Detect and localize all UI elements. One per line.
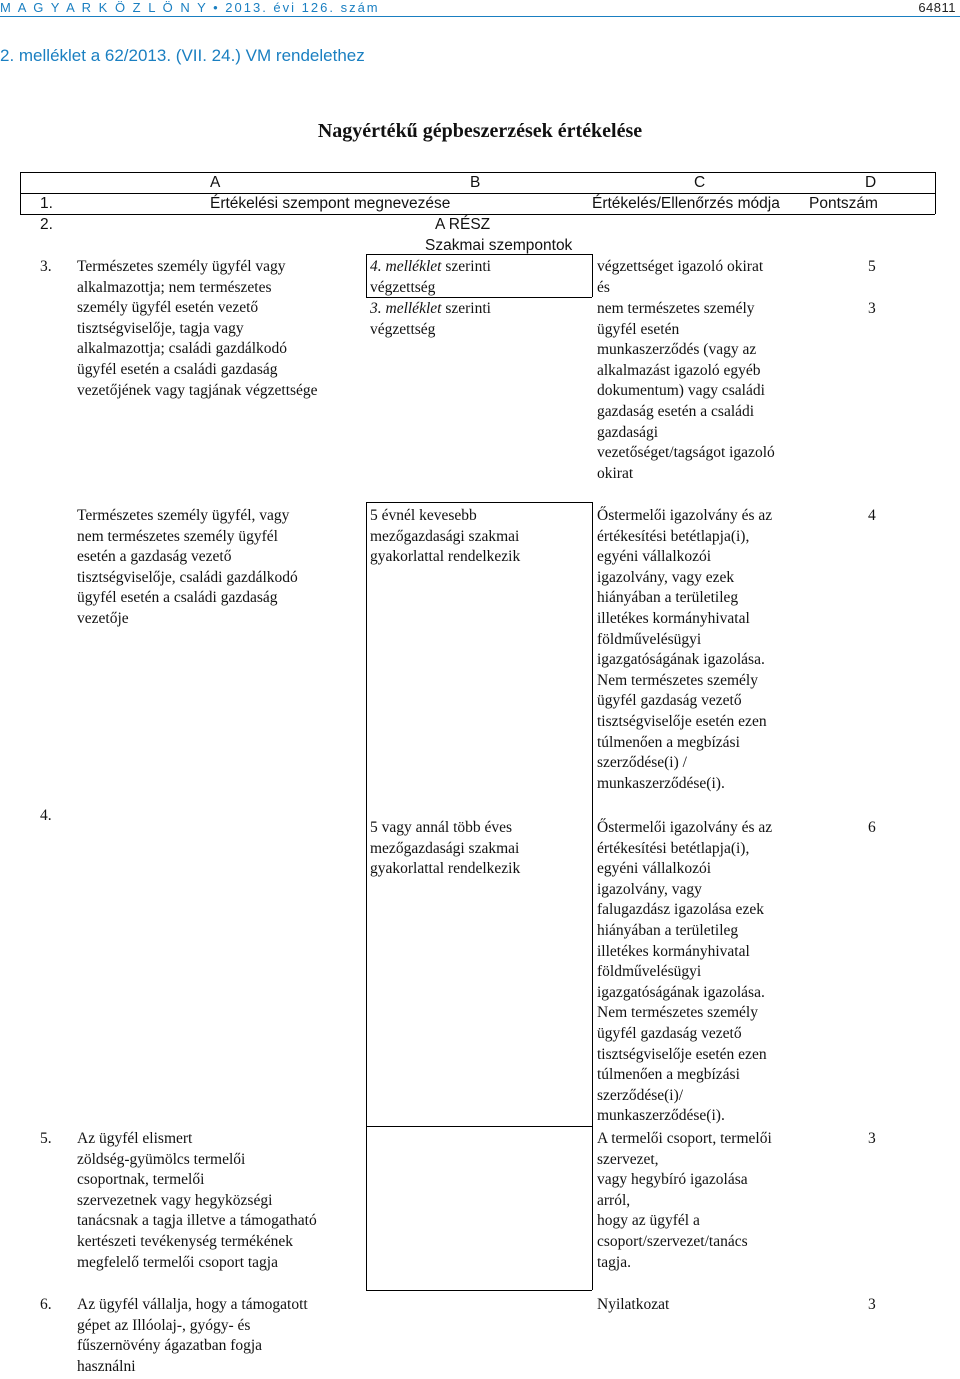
journal-name: M A G Y A R K Ö Z L Ö N Y • 2013. évi 126. szám <box>0 0 380 15</box>
row1-method: Értékelés/Ellenőrzés módja <box>592 195 780 212</box>
row3-c1: végzettséget igazoló okirat és <box>597 258 764 296</box>
row3-criterion: Természetes személy ügyfél vagy alkalmazottja; nem természetes személy ügyfél esetén vezető tisztségviselője, tagja vagy alkalmazottja; családi gazdálkodó ügyfél esetén a családi gazdaság vezetőjének vagy tagjának végzettsége <box>77 258 318 399</box>
row2-number: 2. <box>40 216 53 233</box>
row4-b1: 5 évnél kevesebb mezőgazdasági szakmai gyakorlattal rendelkezik <box>370 507 521 566</box>
row6-method: Nyilatkozat <box>597 1296 670 1313</box>
row3-d1: 5 <box>868 258 876 275</box>
column-a-header: A <box>210 174 221 191</box>
column-d-header: D <box>865 174 877 191</box>
header-rule <box>0 16 960 17</box>
row5-number: 5. <box>40 1130 52 1147</box>
row6-points: 3 <box>868 1296 876 1313</box>
row3-number: 3. <box>40 258 52 275</box>
row6-criterion: Az ügyfél vállalja, hogy a támogatott gépet az Illóolaj-, gyógy- és fűszernövény ágazatban fogja használni <box>77 1296 308 1375</box>
row4-number: 4. <box>40 807 52 824</box>
row5-criterion: Az ügyfél elismert zöldség-gyümölcs termelői csoportnak, termelői szervezetnek vagy hegyközségi tanácsnak a tagja illetve a támogatható kertészeti tevékenység termékének megfelelő termelői csoport tagja <box>77 1130 317 1271</box>
row1-points: Pontszám <box>809 195 878 212</box>
row1-criterion: Értékelési szempont megnevezése <box>210 195 451 212</box>
row5-points: 3 <box>868 1130 876 1147</box>
row4-criterion: Természetes személy ügyfél, vagy nem természetes személy ügyfél esetén a gazdaság vezető tisztségviselője, családi gazdálkodó ügyfél esetén a családi gazdaság vezetője <box>77 507 298 627</box>
row3-c2: nem természetes személy ügyfél esetén munkaszerződés (vagy az alkalmazást igazoló egyéb dokumentum) vagy családi gazdaság esetén a családi gazdasági vezetőséget/tagságot igazoló okirat <box>597 300 775 482</box>
row3-b1: 4. melléklet szerinti végzettség <box>370 258 491 296</box>
row3-d2: 3 <box>868 300 876 317</box>
row4-d2: 6 <box>868 819 876 836</box>
row1-number: 1. <box>40 195 53 212</box>
section-title: A RÉSZ <box>435 216 491 233</box>
row3-b2: 3. melléklet szerinti végzettség <box>370 300 491 338</box>
section-subtitle: Szakmai szempontok <box>425 237 573 254</box>
journal-header <box>0 0 960 14</box>
page-number: 64811 <box>918 0 956 15</box>
row5-method: A termelői csoport, termelői szervezet, vagy hegybíró igazolása arról, hogy az ügyfél a csoport/szervezet/tanács tagja. <box>597 1130 772 1271</box>
annex-title: 2. melléklet a 62/2013. (VII. 24.) VM rendelethez <box>0 46 365 65</box>
row6-number: 6. <box>40 1296 52 1313</box>
row4-c2: Őstermelői igazolvány és az értékesítési betétlapja(i), egyéni vállalkozói igazolvány, vagy falugazdász igazolása ezek hiányában a területileg illetékes kormányhivatal földművelésügyi igazgatóságának igazolása. Nem természetes személy ügyfél gazdaság vezető tisztségviselője esetén ezen túlmenően a megbízási szerződése(i)/ munkaszerződése(i). <box>597 819 773 1125</box>
document-title: Nagyértékű gépbeszerzések értékelése <box>317 120 643 142</box>
column-b-header: B <box>470 174 481 191</box>
row4-c1: Őstermelői igazolvány és az értékesítési betétlapja(i), egyéni vállalkozói igazolvány, vagy ezek hiányában a területileg illetékes kormányhivatal földművelésügyi igazgatóságának igazolása. Nem természetes személy ügyfél gazdaság vezető tisztségviselője esetén ezen túlmenően a megbízási szerződése(i) / munkaszerződése(i). <box>597 507 773 792</box>
column-c-header: C <box>694 174 706 191</box>
row4-d1: 4 <box>868 507 876 524</box>
row4-b2: 5 vagy annál több éves mezőgazdasági szakmai gyakorlattal rendelkezik <box>370 819 521 878</box>
